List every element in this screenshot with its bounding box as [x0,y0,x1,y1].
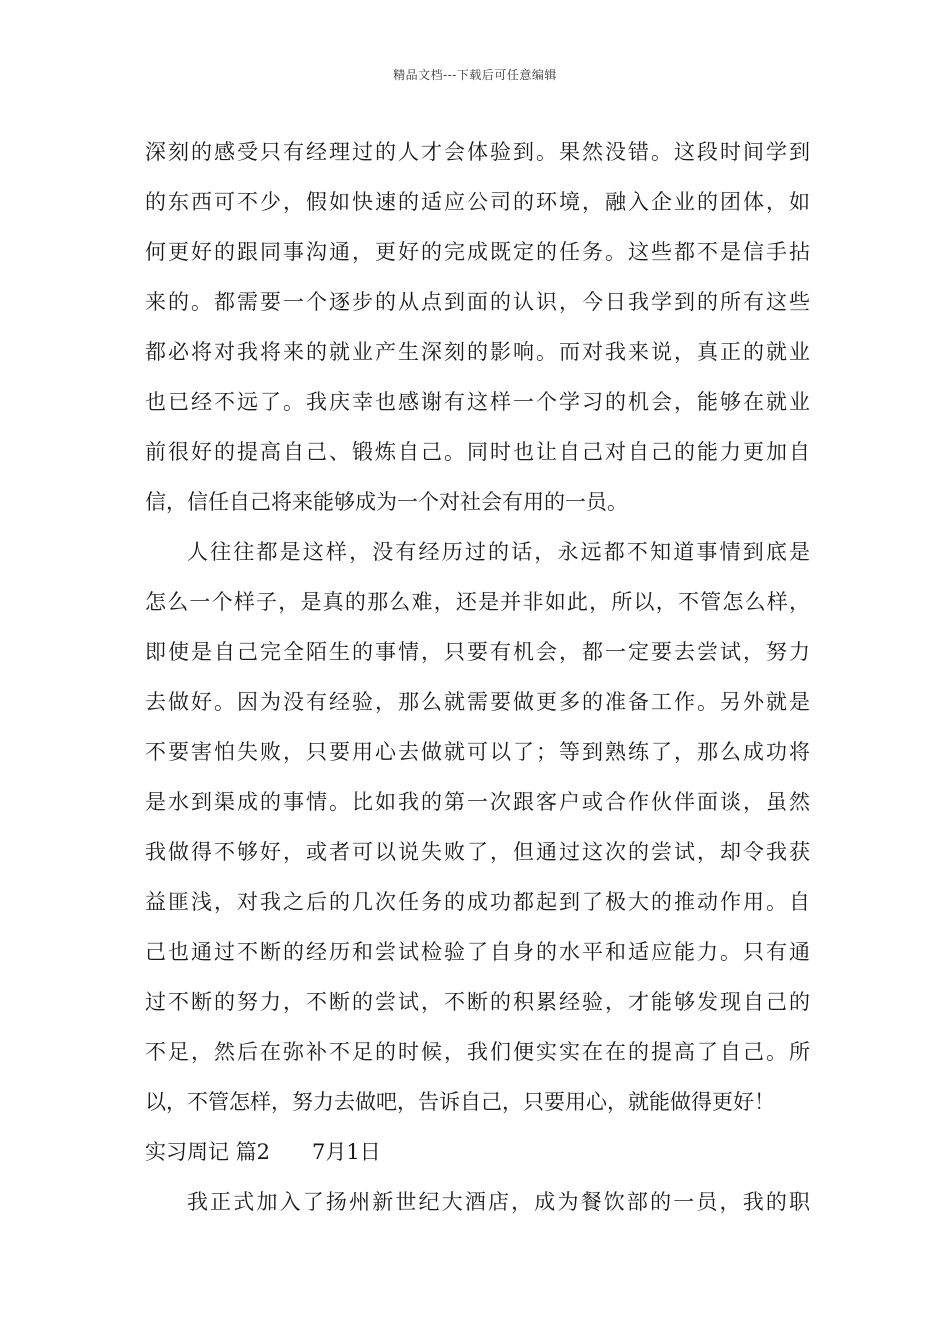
text-line: 怎么一个样子，是真的那么难，还是并非如此，所以，不管怎么样， [145,590,810,614]
text-line: 不足，然后在弥补不足的时候，我们便实实在在的提高了自己。所 [145,1040,810,1064]
text-line: 信，信任自己将来能够成为一个对社会有用的一员。 [145,490,628,514]
paragraph-3 [145,1184,810,1234]
section-title: 实习周记 篇2 [145,1140,271,1164]
text-line: 来的。都需要一个逐步的从点到面的认识，今日我学到的所有这些 [145,290,810,314]
section-heading [145,1134,810,1184]
text-line: 己也通过不断的经历和尝试检验了自身的水平和适应能力。只有通 [145,940,810,964]
page-header: 精品文档---下载后可任意编辑 [393,68,557,82]
text-line: 前很好的提高自己、锻炼自己。同时也让自己对自己的能力更加自 [145,440,810,464]
section-date: 7月1日 [312,1140,381,1164]
text-line: 人往往都是这样，没有经历过的话，永远都不知道事情到底是 [187,540,810,564]
text-line: 去做好。因为没有经验，那么就需要做更多的准备工作。另外就是 [145,690,810,714]
text-line: 过不断的努力，不断的尝试，不断的积累经验，才能够发现自己的 [145,990,810,1014]
text-line: 我正式加入了扬州新世纪大酒店，成为餐饮部的一员，我的职 [187,1190,810,1214]
text-line: 都必将对我将来的就业产生深刻的影响。而对我来说，真正的就业 [145,340,810,364]
paragraph-2 [145,534,810,1134]
text-line: 不要害怕失败，只要用心去做就可以了；等到熟练了，那么成功将 [145,740,810,764]
text-line: 也已经不远了。我庆幸也感谢有这样一个学习的机会，能够在就业 [145,390,810,414]
text-line: 以，不管怎样，努力去做吧，告诉自己，只要用心，就能做得更好！ [145,1090,775,1114]
text-line: 是水到渠成的事情。比如我的第一次跟客户或合作伙伴面谈，虽然 [145,790,810,814]
text-line: 即使是自己完全陌生的事情，只要有机会，都一定要去尝试，努力 [145,640,810,664]
text-line: 的东西可不少，假如快速的适应公司的环境，融入企业的团体，如 [145,190,810,214]
paragraph-1 [145,134,810,534]
text-line: 我做得不够好，或者可以说失败了，但通过这次的尝试，却令我获 [145,840,810,864]
text-line: 深刻的感受只有经理过的人才会体验到。果然没错。这段时间学到 [145,140,810,164]
text-line: 益匪浅，对我之后的几次任务的成功都起到了极大的推动作用。自 [145,890,810,914]
document-body [145,134,810,1234]
text-line: 何更好的跟同事沟通，更好的完成既定的任务。这些都不是信手拈 [145,240,810,264]
